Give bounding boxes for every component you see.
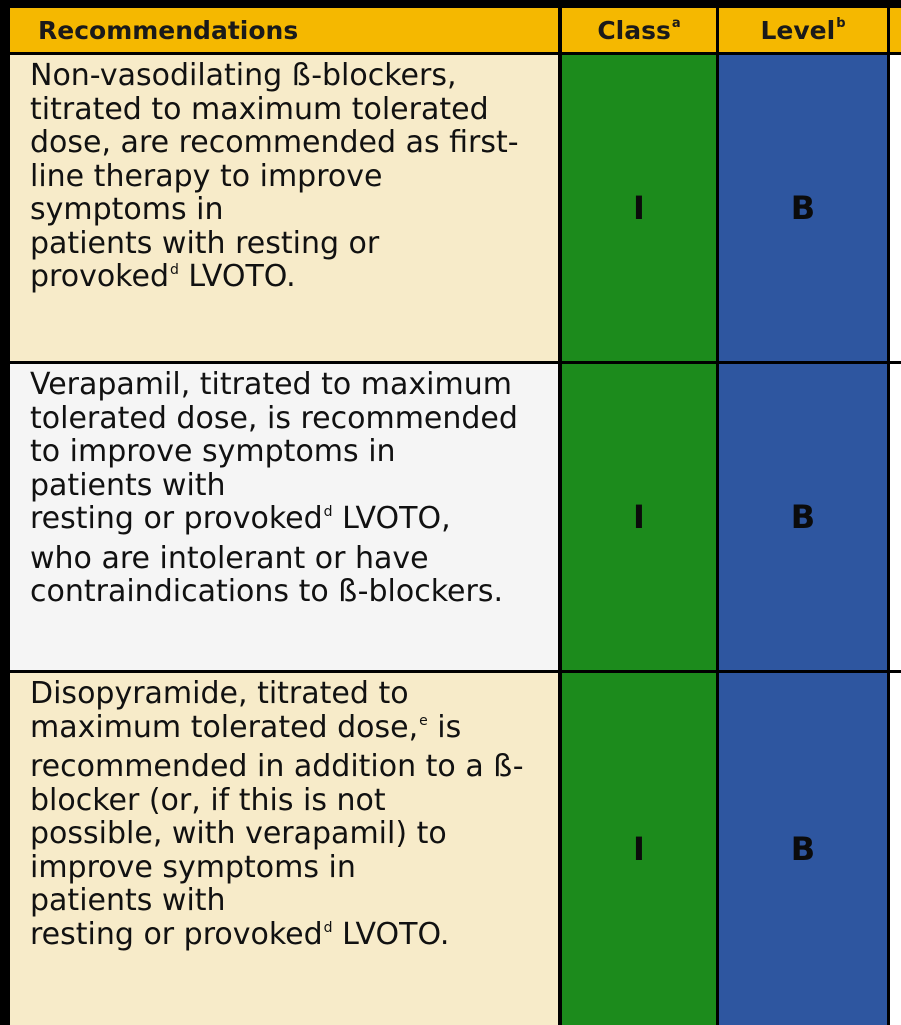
recommendation-text: resting or provoked bbox=[30, 916, 323, 952]
recommendation-line bbox=[30, 750, 542, 784]
footnote-marker: e bbox=[419, 712, 428, 729]
recommendation-line bbox=[30, 435, 542, 469]
recommendation-line bbox=[30, 126, 542, 160]
recommendation-text: Disopyramide, titrated to bbox=[30, 676, 409, 711]
level-value: B bbox=[790, 830, 816, 868]
header-level bbox=[719, 8, 887, 52]
footnote-marker: d bbox=[323, 919, 333, 936]
recommendation-cell bbox=[10, 364, 558, 670]
recommendation-line bbox=[30, 784, 542, 818]
header-extra-column bbox=[890, 8, 901, 52]
recommendation-text: contraindications to ß-blockers. bbox=[30, 574, 503, 609]
class-cell bbox=[562, 673, 716, 1025]
recommendation-text: patients with bbox=[30, 467, 226, 503]
recommendation-line bbox=[30, 711, 542, 751]
recommendation-cell bbox=[10, 673, 558, 1025]
recommendation-text-after: is bbox=[427, 709, 462, 745]
recommendation-line bbox=[30, 851, 542, 885]
recommendation-text: tolerated dose, is recommended bbox=[30, 400, 518, 436]
recommendation-text: who are intolerant or have bbox=[30, 540, 429, 576]
level-value: B bbox=[790, 498, 816, 536]
class-cell bbox=[562, 55, 716, 361]
header-class-label: Class bbox=[597, 15, 671, 45]
class-value: I bbox=[633, 498, 645, 536]
recommendation-line bbox=[30, 260, 542, 300]
recommendation-line bbox=[30, 59, 542, 93]
recommendation-text: resting or provoked bbox=[30, 501, 323, 536]
recommendation-text: patients with bbox=[30, 883, 226, 918]
recommendation-text: symptoms in bbox=[30, 192, 224, 227]
recommendation-text: line therapy to improve bbox=[30, 158, 383, 194]
recommendation-line bbox=[30, 542, 542, 576]
recommendation-text: blocker (or, if this is not bbox=[30, 782, 386, 818]
extra-cell bbox=[890, 364, 901, 670]
recommendation-text: provoked bbox=[30, 259, 169, 294]
recommendation-line bbox=[30, 817, 542, 851]
level-cell bbox=[719, 364, 887, 670]
recommendation-text: possible, with verapamil) to bbox=[30, 816, 447, 851]
recommendation-line bbox=[30, 575, 542, 609]
recommendation-line bbox=[30, 402, 542, 436]
recommendation-text-after: LVOTO. bbox=[178, 259, 296, 294]
recommendation-text: Verapamil, titrated to maximum bbox=[30, 367, 512, 402]
recommendation-line bbox=[30, 93, 542, 127]
header-level-footnote: b bbox=[836, 15, 846, 31]
recommendation-text: Non-vasodilating ß-blockers, bbox=[30, 58, 457, 93]
level-cell bbox=[719, 673, 887, 1025]
extra-cell bbox=[890, 673, 901, 1025]
recommendation-text-after: LVOTO. bbox=[332, 916, 450, 952]
recommendation-line bbox=[30, 502, 542, 542]
recommendation-text: recommended in addition to a ß- bbox=[30, 749, 524, 784]
recommendation-line bbox=[30, 918, 542, 958]
recommendation-line bbox=[30, 160, 542, 194]
footnote-marker: d bbox=[169, 262, 179, 278]
recommendation-line bbox=[30, 469, 542, 503]
class-cell bbox=[562, 364, 716, 670]
class-value: I bbox=[633, 189, 645, 227]
level-cell bbox=[719, 55, 887, 361]
recommendation-line bbox=[30, 227, 542, 261]
class-value: I bbox=[633, 830, 645, 868]
header-recommendations-label: Recommendations bbox=[38, 15, 299, 45]
recommendation-line bbox=[30, 368, 542, 402]
recommendation-text: to improve symptoms in bbox=[30, 434, 396, 469]
recommendation-cell bbox=[10, 55, 558, 361]
recommendation-text-after: LVOTO, bbox=[332, 501, 451, 536]
footnote-marker: d bbox=[323, 504, 333, 520]
header-level-label: Level bbox=[760, 15, 836, 45]
recommendation-text: dose, are recommended as first- bbox=[30, 125, 519, 160]
header-recommendations bbox=[10, 8, 558, 52]
level-value: B bbox=[790, 189, 816, 227]
recommendation-text: improve symptoms in bbox=[30, 849, 356, 885]
header-class bbox=[562, 8, 716, 52]
header-class-footnote: a bbox=[671, 15, 681, 31]
recommendation-line bbox=[30, 677, 542, 711]
recommendation-line bbox=[30, 193, 542, 227]
recommendation-line bbox=[30, 884, 542, 918]
recommendation-text: maximum tolerated dose, bbox=[30, 709, 419, 745]
recommendation-text: titrated to maximum tolerated bbox=[30, 91, 489, 127]
extra-cell bbox=[890, 55, 901, 361]
recommendation-text: patients with resting or bbox=[30, 225, 380, 261]
